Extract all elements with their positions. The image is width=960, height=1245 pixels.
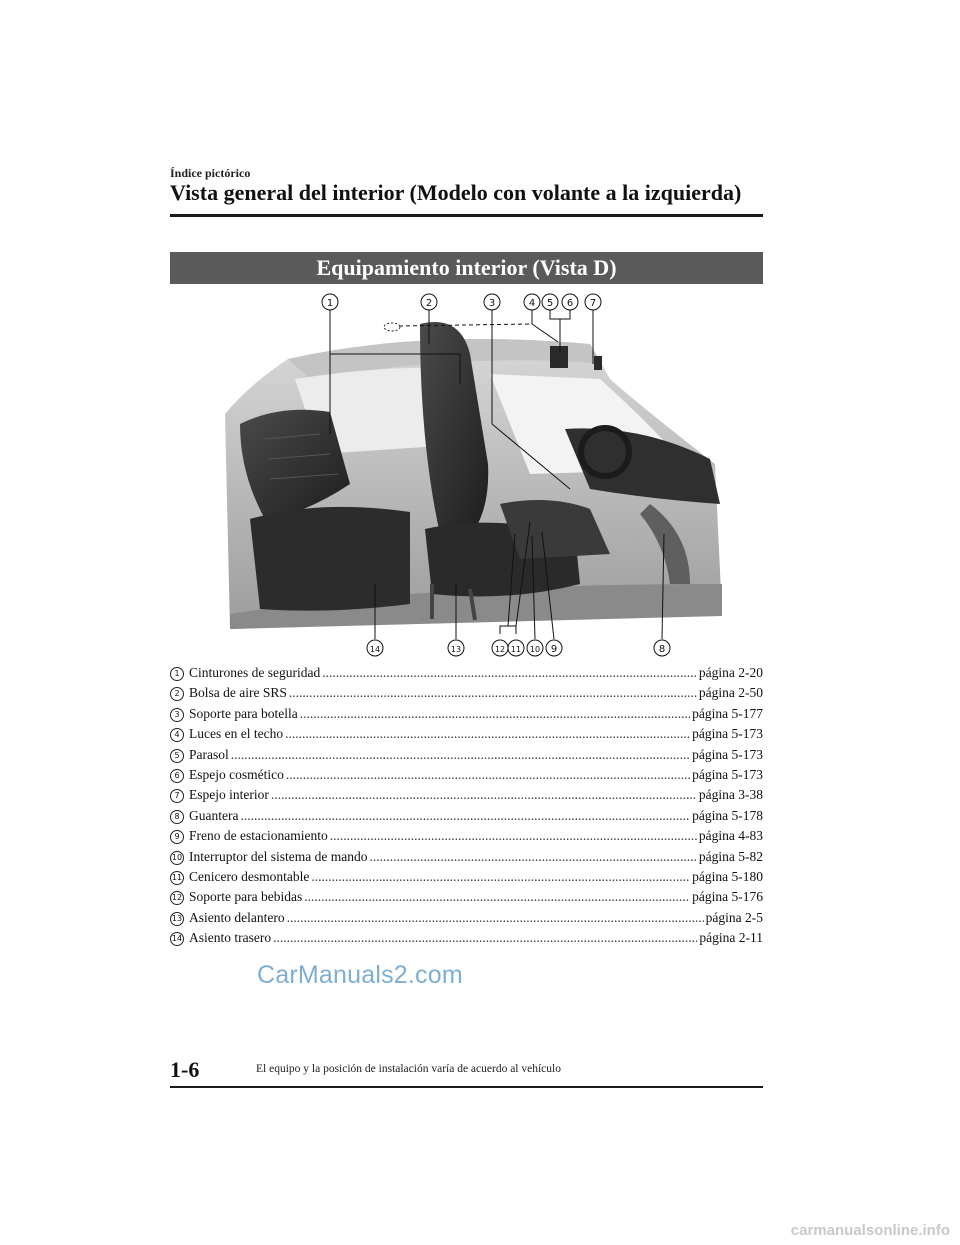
svg-text:6: 6 bbox=[566, 298, 574, 309]
item-number: 5 bbox=[170, 749, 184, 763]
list-item bbox=[170, 767, 763, 787]
footer-divider bbox=[170, 1086, 763, 1088]
item-number: 7 bbox=[170, 789, 184, 803]
list-item bbox=[170, 787, 763, 807]
page-title: Vista general del interior (Modelo con volante a la izquierda) bbox=[170, 180, 742, 205]
item-number: 8 bbox=[170, 810, 184, 824]
item-label: Cinturones de seguridad bbox=[189, 665, 321, 680]
list-item bbox=[170, 808, 763, 828]
item-label: Asiento delantero bbox=[189, 909, 285, 925]
item-number: 10 bbox=[170, 851, 184, 865]
list-item bbox=[170, 849, 763, 869]
dot-leader bbox=[369, 849, 696, 865]
dot-leader bbox=[311, 869, 690, 885]
list-item bbox=[170, 910, 763, 930]
page-ref: página 5-177 bbox=[692, 705, 763, 721]
list-item bbox=[170, 869, 763, 889]
item-number: 11 bbox=[170, 871, 184, 885]
item-list bbox=[170, 665, 763, 950]
dot-leader bbox=[322, 665, 697, 681]
page-ref: página 5-176 bbox=[692, 889, 763, 905]
dot-leader bbox=[285, 726, 690, 742]
svg-text:4: 4 bbox=[528, 298, 536, 309]
svg-text:13: 13 bbox=[450, 645, 462, 654]
page-number: 1-6 bbox=[170, 1057, 200, 1082]
dot-leader bbox=[286, 767, 690, 783]
page-ref: página 2-50 bbox=[698, 685, 763, 701]
item-number: 9 bbox=[170, 830, 184, 844]
item-number: 2 bbox=[170, 687, 184, 701]
item-label: Guantera bbox=[189, 807, 239, 823]
item-number: 3 bbox=[170, 708, 184, 722]
footer-note: El equipo y la posición de instalación varía de acuerdo al vehículo bbox=[256, 1063, 561, 1075]
dot-leader bbox=[287, 910, 704, 926]
svg-text:5: 5 bbox=[546, 298, 554, 309]
item-number: 14 bbox=[170, 932, 184, 946]
list-item bbox=[170, 828, 763, 848]
item-label: Asiento trasero bbox=[189, 930, 272, 946]
callout-8 bbox=[654, 640, 670, 656]
page-ref: página 5-82 bbox=[698, 848, 763, 864]
list-item bbox=[170, 706, 763, 726]
site-watermark: carmanualsonline.info bbox=[790, 1222, 950, 1239]
page-ref: página 2-5 bbox=[705, 909, 763, 925]
item-label: Parasol bbox=[189, 746, 229, 762]
title-divider bbox=[170, 214, 763, 217]
page-ref: página 5-178 bbox=[692, 807, 763, 823]
item-number: 12 bbox=[170, 891, 184, 905]
item-label: Interruptor del sistema de mando bbox=[189, 848, 368, 864]
dot-leader bbox=[271, 787, 697, 803]
svg-text:14: 14 bbox=[369, 645, 381, 654]
svg-text:10: 10 bbox=[529, 645, 541, 654]
dot-leader bbox=[304, 889, 690, 905]
item-number: 6 bbox=[170, 769, 184, 783]
item-label: Espejo cosmético bbox=[189, 766, 284, 782]
item-label: Espejo interior bbox=[189, 787, 269, 803]
svg-text:3: 3 bbox=[488, 298, 496, 309]
page-ref: página 4-83 bbox=[698, 828, 763, 844]
dot-leader bbox=[300, 706, 690, 722]
figure-banner: Equipamiento interior (Vista D) bbox=[170, 252, 763, 284]
item-label: Luces en el techo bbox=[189, 726, 284, 742]
list-item bbox=[170, 726, 763, 746]
item-label: Cenicero desmontable bbox=[189, 868, 310, 884]
callout-2 bbox=[421, 294, 437, 310]
callout-5 bbox=[542, 294, 558, 310]
callout-10 bbox=[527, 640, 543, 656]
dot-leader bbox=[231, 747, 690, 763]
callout-6 bbox=[562, 294, 578, 310]
callout-1 bbox=[322, 294, 338, 310]
list-item bbox=[170, 665, 763, 685]
dot-leader bbox=[289, 685, 697, 701]
callout-11 bbox=[508, 640, 524, 656]
item-label: Freno de estacionamiento bbox=[189, 828, 328, 844]
page-ref: página 2-11 bbox=[699, 930, 763, 946]
svg-text:1: 1 bbox=[326, 298, 334, 309]
callout-9 bbox=[546, 640, 562, 656]
item-label: Bolsa de aire SRS bbox=[189, 685, 287, 701]
svg-text:9: 9 bbox=[550, 644, 558, 655]
interior-illustration bbox=[170, 284, 763, 664]
dot-leader bbox=[273, 930, 697, 946]
page-ref: página 3-38 bbox=[698, 787, 763, 803]
list-item bbox=[170, 747, 763, 767]
callout-12 bbox=[492, 640, 508, 656]
page-ref: página 2-20 bbox=[698, 665, 763, 680]
callout-3 bbox=[484, 294, 500, 310]
page-ref: página 5-173 bbox=[692, 746, 763, 762]
svg-text:7: 7 bbox=[589, 298, 597, 309]
callout-7 bbox=[585, 294, 601, 310]
page-ref: página 5-173 bbox=[692, 766, 763, 782]
item-number: 13 bbox=[170, 912, 184, 926]
callout-4 bbox=[524, 294, 540, 310]
item-label: Soporte para botella bbox=[189, 705, 298, 721]
dot-leader bbox=[330, 828, 697, 844]
callout-13 bbox=[448, 640, 464, 656]
item-number: 4 bbox=[170, 728, 184, 742]
svg-text:11: 11 bbox=[510, 645, 522, 654]
list-item bbox=[170, 685, 763, 705]
item-number: 1 bbox=[170, 667, 184, 681]
item-label: Soporte para bebidas bbox=[189, 889, 303, 905]
dot-leader bbox=[240, 808, 690, 824]
svg-text:8: 8 bbox=[658, 644, 666, 655]
callout-14 bbox=[367, 640, 383, 656]
svg-text:12: 12 bbox=[494, 645, 506, 654]
svg-text:2: 2 bbox=[425, 298, 433, 309]
watermark-logo: CarManuals2.com bbox=[257, 961, 463, 989]
section-label: Índice pictórico bbox=[170, 166, 251, 180]
page-ref: página 5-180 bbox=[692, 868, 763, 884]
list-item bbox=[170, 930, 763, 950]
list-item bbox=[170, 889, 763, 909]
page-ref: página 5-173 bbox=[692, 726, 763, 742]
